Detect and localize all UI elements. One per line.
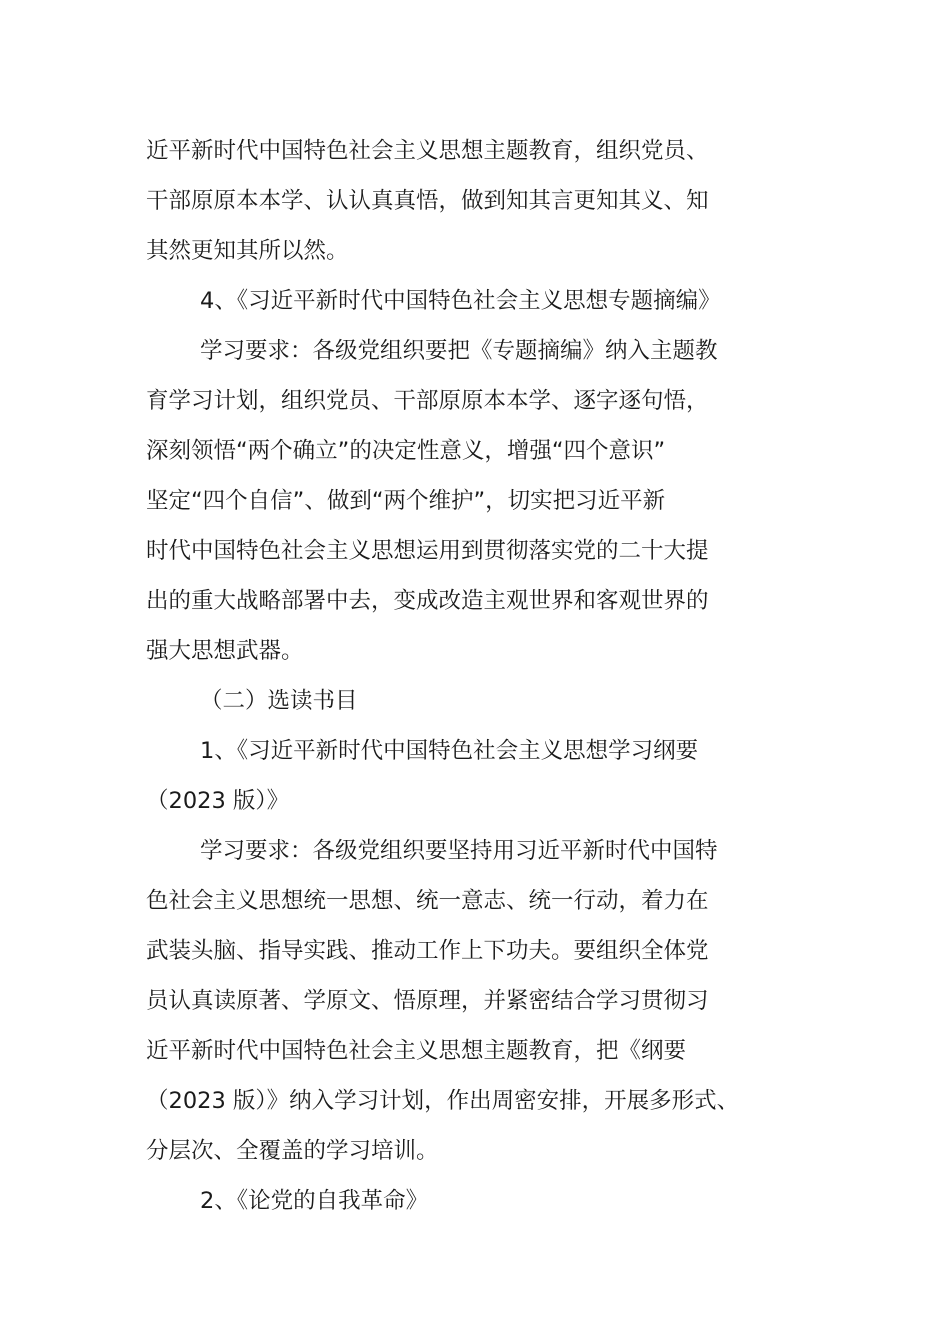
text-line: 分层次、全覆盖的学习培训。 [146,1138,439,1164]
text-line: 强大思想武器。 [146,638,304,664]
text-line: 坚定“四个自信”、做到“两个维护”，切实把习近平新 [146,488,666,514]
text-line: 深刻领悟“两个确立”的决定性意义，增强“四个意识” [146,438,666,464]
text-line: （2023 版）》纳入学习计划，作出周密安排，开展多形式、 [146,1088,740,1114]
text-line: 出的重大战略部署中去，变成改造主观世界和客观世界的 [146,588,709,614]
text-line: 武装头脑、指导实践、推动工作上下功夫。要组织全体党 [146,938,709,964]
section-heading: 1、《习近平新时代中国特色社会主义思想学习纲要 [200,738,699,764]
text-line: 其然更知其所以然。 [146,238,349,264]
text-line: 近平新时代中国特色社会主义思想主题教育，组织党员、 [146,138,709,164]
text-line: 学习要求：各级党组织要坚持用习近平新时代中国特 [200,838,718,864]
section-heading: 4、《习近平新时代中国特色社会主义思想专题摘编》 [200,288,721,314]
text-line: （2023 版）》 [146,788,290,814]
text-line: 学习要求：各级党组织要把《专题摘编》纳入主题教 [200,338,718,364]
text-line: 育学习计划，组织党员、干部原原本本学、逐字逐句悟， [146,388,709,414]
section-heading: （二）选读书目 [200,688,358,714]
text-line: 员认真读原著、学原文、悟原理，并紧密结合学习贯彻习 [146,988,709,1014]
section-heading: 2、《论党的自我革命》 [200,1188,429,1214]
text-line: 近平新时代中国特色社会主义思想主题教育，把《纲要 [146,1038,687,1064]
text-line: 时代中国特色社会主义思想运用到贯彻落实党的二十大提 [146,538,709,564]
text-line: 色社会主义思想统一思想、统一意志、统一行动，着力在 [146,888,709,914]
text-line: 干部原原本本学、认认真真悟，做到知其言更知其义、知 [146,188,709,214]
